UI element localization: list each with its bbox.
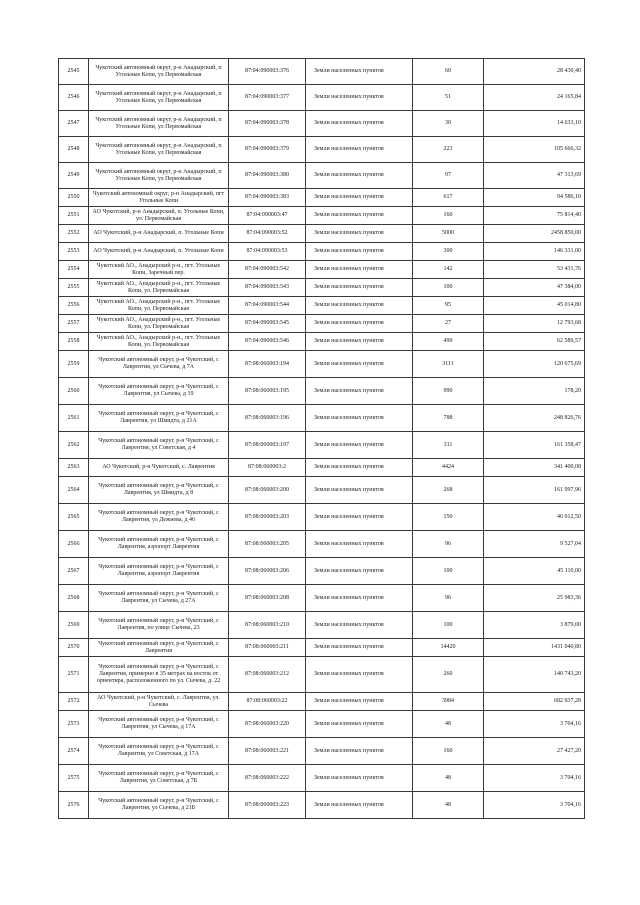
table-row bbox=[59, 657, 585, 693]
row-number: 2560 bbox=[59, 378, 89, 405]
row-land-category: Земли населенных пунктов bbox=[306, 612, 413, 639]
table-row bbox=[59, 163, 585, 189]
table-row bbox=[59, 315, 585, 333]
table-row bbox=[59, 351, 585, 378]
row-land-category: Земли населенных пунктов bbox=[306, 351, 413, 378]
table-row bbox=[59, 261, 585, 279]
table-row bbox=[59, 59, 585, 85]
row-address: Чукотский АО., Анадырский р-н., пгт. Угольные Копи, Заречный пер. bbox=[89, 261, 229, 279]
table-row bbox=[59, 297, 585, 315]
table-row bbox=[59, 765, 585, 792]
row-land-category: Земли населенных пунктов bbox=[306, 243, 413, 261]
row-number: 2576 bbox=[59, 792, 89, 819]
row-address: Чукотский автономный округ, р-н Чукотский, с Лаврентия, ул Сычева, д 17А bbox=[89, 711, 229, 738]
row-area: 60 bbox=[413, 59, 484, 85]
row-cadastral-value: 3 704,16 bbox=[484, 792, 585, 819]
table-row bbox=[59, 243, 585, 261]
row-number: 2551 bbox=[59, 207, 89, 225]
row-number: 2555 bbox=[59, 279, 89, 297]
row-area: 160 bbox=[413, 738, 484, 765]
row-cadastral-value: 341 400,08 bbox=[484, 459, 585, 477]
row-land-category: Земли населенных пунктов bbox=[306, 225, 413, 243]
row-land-category: Земли населенных пунктов bbox=[306, 693, 413, 711]
table-row bbox=[59, 85, 585, 111]
row-cadastral-number: 87:04:090003:377 bbox=[229, 85, 306, 111]
row-cadastral-number: 87:04:090003:379 bbox=[229, 137, 306, 163]
row-number: 2554 bbox=[59, 261, 89, 279]
row-number: 2550 bbox=[59, 189, 89, 207]
row-cadastral-number: 87:08:060003:200 bbox=[229, 477, 306, 504]
row-number: 2569 bbox=[59, 612, 89, 639]
row-area: 142 bbox=[413, 261, 484, 279]
row-cadastral-value: 28 430,40 bbox=[484, 59, 585, 85]
table-row bbox=[59, 477, 585, 504]
row-cadastral-value: 45 110,00 bbox=[484, 558, 585, 585]
row-cadastral-number: 87:08:060003:2 bbox=[229, 459, 306, 477]
table-row bbox=[59, 639, 585, 657]
row-cadastral-value: 9 527,04 bbox=[484, 531, 585, 558]
row-area: 48 bbox=[413, 711, 484, 738]
row-number: 2567 bbox=[59, 558, 89, 585]
row-address: Чукотский АО., Анадырский р-н., пгт. Угольные Копи, ул. Первомайская bbox=[89, 315, 229, 333]
row-cadastral-value: 3 704,16 bbox=[484, 711, 585, 738]
row-land-category: Земли населенных пунктов bbox=[306, 261, 413, 279]
row-address: Чукотский автономный округ, р-н Чукотский, с Лаврентия, ул Сычева, д 27А bbox=[89, 585, 229, 612]
row-address: АО Чукотский, р-н Анадырский, п. Угольные Копи bbox=[89, 225, 229, 243]
row-address: АО Чукотский, р-н Чукотский, с. Лаврентия bbox=[89, 459, 229, 477]
row-address: Чукотский автономный округ, р-н Чукотский, с Лаврентия, ул Шмидта, д 8 bbox=[89, 477, 229, 504]
row-area: 48 bbox=[413, 792, 484, 819]
row-address: Чукотский автономный округ, р-н Чукотский, с Лаврентия, ул Дежнева, д 46 bbox=[89, 504, 229, 531]
row-cadastral-number: 87:04:090003:52 bbox=[229, 225, 306, 243]
row-number: 2559 bbox=[59, 351, 89, 378]
row-number: 2557 bbox=[59, 315, 89, 333]
row-address: Чукотский АО., Анадырский р-н., пгт. Угольные Копи, ул. Первомайская bbox=[89, 279, 229, 297]
row-land-category: Земли населенных пунктов bbox=[306, 738, 413, 765]
row-land-category: Земли населенных пунктов bbox=[306, 85, 413, 111]
table-body bbox=[59, 59, 585, 819]
row-area: 100 bbox=[413, 279, 484, 297]
row-area: 150 bbox=[413, 504, 484, 531]
row-cadastral-number: 87:04:090003:545 bbox=[229, 315, 306, 333]
table-row bbox=[59, 585, 585, 612]
row-area: 990 bbox=[413, 378, 484, 405]
row-cadastral-value: 53 431,76 bbox=[484, 261, 585, 279]
row-number: 2574 bbox=[59, 738, 89, 765]
row-cadastral-number: 87:04:090003:378 bbox=[229, 111, 306, 137]
row-cadastral-number: 87:08:060003:205 bbox=[229, 531, 306, 558]
land-registry-sheet bbox=[58, 58, 584, 819]
row-land-category: Земли населенных пунктов bbox=[306, 711, 413, 738]
row-cadastral-number: 87:08:060003:197 bbox=[229, 432, 306, 459]
row-cadastral-value: 3 879,00 bbox=[484, 612, 585, 639]
row-land-category: Земли населенных пунктов bbox=[306, 279, 413, 297]
row-area: 4424 bbox=[413, 459, 484, 477]
row-land-category: Земли населенных пунктов bbox=[306, 432, 413, 459]
row-address: Чукотский автономный округ, р-н Анадырский, п Угольные Копи, ул Первомайская bbox=[89, 163, 229, 189]
row-address: Чукотский автономный округ, р-н Анадырский, п Угольные Копи, ул Первомайская bbox=[89, 85, 229, 111]
row-cadastral-value: 3 704,16 bbox=[484, 765, 585, 792]
row-address: Чукотский автономный округ, р-н Чукотский, с Лаврентия, ул Советская, д 7Б bbox=[89, 765, 229, 792]
table-row bbox=[59, 405, 585, 432]
row-number: 2548 bbox=[59, 137, 89, 163]
row-area: 260 bbox=[413, 657, 484, 693]
row-address: Чукотский автономный округ, р-н Чукотский, с Лаврентия, по улице Сычева, 23 bbox=[89, 612, 229, 639]
row-number: 2568 bbox=[59, 585, 89, 612]
table-row bbox=[59, 225, 585, 243]
row-land-category: Земли населенных пунктов bbox=[306, 765, 413, 792]
row-cadastral-number: 87:04:090003:546 bbox=[229, 333, 306, 351]
table-row bbox=[59, 558, 585, 585]
table-row bbox=[59, 279, 585, 297]
row-cadastral-value: 47 313,69 bbox=[484, 163, 585, 189]
row-area: 100 bbox=[413, 558, 484, 585]
row-address: АО Чукотский, р-н Анадырский, п. Угольные Копи, ул. Первомайская bbox=[89, 207, 229, 225]
table-row bbox=[59, 738, 585, 765]
row-number: 2570 bbox=[59, 639, 89, 657]
row-cadastral-value: 682 937,28 bbox=[484, 693, 585, 711]
row-land-category: Земли населенных пунктов bbox=[306, 639, 413, 657]
row-land-category: Земли населенных пунктов bbox=[306, 137, 413, 163]
row-area: 499 bbox=[413, 333, 484, 351]
row-address: Чукотский автономный округ, р-н Анадырский, п Угольные Копи, ул Первомайская bbox=[89, 111, 229, 137]
row-area: 617 bbox=[413, 189, 484, 207]
table-row bbox=[59, 378, 585, 405]
row-area: 160 bbox=[413, 207, 484, 225]
row-number: 2566 bbox=[59, 531, 89, 558]
row-cadastral-value: 46 012,50 bbox=[484, 504, 585, 531]
row-land-category: Земли населенных пунктов bbox=[306, 585, 413, 612]
table-row bbox=[59, 792, 585, 819]
row-area: 5000 bbox=[413, 225, 484, 243]
row-land-category: Земли населенных пунктов bbox=[306, 558, 413, 585]
row-cadastral-number: 87:08:060003:210 bbox=[229, 612, 306, 639]
row-cadastral-value: 94 586,10 bbox=[484, 189, 585, 207]
row-area: 96 bbox=[413, 531, 484, 558]
row-cadastral-value: 24 165,84 bbox=[484, 85, 585, 111]
row-cadastral-value: 45 014,80 bbox=[484, 297, 585, 315]
row-number: 2572 bbox=[59, 693, 89, 711]
row-land-category: Земли населенных пунктов bbox=[306, 333, 413, 351]
row-cadastral-value: 120 675,69 bbox=[484, 351, 585, 378]
row-number: 2573 bbox=[59, 711, 89, 738]
row-land-category: Земли населенных пунктов bbox=[306, 477, 413, 504]
row-cadastral-number: 87:04:090003:383 bbox=[229, 189, 306, 207]
row-address: Чукотский автономный округ, р-н Чукотский, с Лаврентия, примерно в 35 метрах на восток от ориентира, расположенного по ул. Сычева, д. 22 bbox=[89, 657, 229, 693]
table-row bbox=[59, 333, 585, 351]
row-number: 2558 bbox=[59, 333, 89, 351]
row-cadastral-number: 87:08:060003:22 bbox=[229, 693, 306, 711]
row-cadastral-value: 161 997,96 bbox=[484, 477, 585, 504]
row-number: 2549 bbox=[59, 163, 89, 189]
row-land-category: Земли населенных пунктов bbox=[306, 405, 413, 432]
row-number: 2545 bbox=[59, 59, 89, 85]
row-cadastral-value: 105 666,32 bbox=[484, 137, 585, 163]
row-cadastral-number: 87:08:060003:220 bbox=[229, 711, 306, 738]
row-address: Чукотский АО., Анадырский р-н., пгт. Угольные Копи, ул. Первомайская bbox=[89, 333, 229, 351]
row-address: Чукотский АО., Анадырский р-н., пгт. Угольные Копи, ул. Первомайская bbox=[89, 297, 229, 315]
row-number: 2547 bbox=[59, 111, 89, 137]
row-area: 51 bbox=[413, 85, 484, 111]
row-cadastral-number: 87:08:060003:223 bbox=[229, 792, 306, 819]
row-cadastral-value: 146 331,00 bbox=[484, 243, 585, 261]
row-number: 2556 bbox=[59, 297, 89, 315]
row-cadastral-value: 75 814,40 bbox=[484, 207, 585, 225]
row-cadastral-value: 47 384,00 bbox=[484, 279, 585, 297]
row-number: 2571 bbox=[59, 657, 89, 693]
table-row bbox=[59, 504, 585, 531]
row-area: 96 bbox=[413, 585, 484, 612]
row-address: Чукотский автономный округ, р-н Анадырский, пгт Угольные Копи bbox=[89, 189, 229, 207]
row-area: 14420 bbox=[413, 639, 484, 657]
row-cadastral-number: 87:08:060003:208 bbox=[229, 585, 306, 612]
row-number: 2552 bbox=[59, 225, 89, 243]
row-number: 2561 bbox=[59, 405, 89, 432]
row-land-category: Земли населенных пунктов bbox=[306, 207, 413, 225]
row-address: Чукотский автономный округ, р-н Чукотский, с Лаврентия bbox=[89, 639, 229, 657]
row-address: Чукотский автономный округ, р-н Чукотский, с Лаврентия, ул Советская, д 4 bbox=[89, 432, 229, 459]
table-row bbox=[59, 711, 585, 738]
table-row bbox=[59, 137, 585, 163]
row-cadastral-value: 161 358,47 bbox=[484, 432, 585, 459]
row-cadastral-number: 87:08:060003:194 bbox=[229, 351, 306, 378]
row-cadastral-number: 87:08:060003:212 bbox=[229, 657, 306, 693]
row-area: 788 bbox=[413, 405, 484, 432]
row-cadastral-number: 87:08:060003:211 bbox=[229, 639, 306, 657]
row-cadastral-value: 248 826,76 bbox=[484, 405, 585, 432]
row-address: АО Чукотский, р-н Чукотский, с. Лаврентия, ул. Сычева bbox=[89, 693, 229, 711]
land-plots-table bbox=[58, 58, 585, 819]
row-cadastral-number: 87:08:060003:196 bbox=[229, 405, 306, 432]
row-land-category: Земли населенных пунктов bbox=[306, 792, 413, 819]
row-cadastral-value: 178,20 bbox=[484, 378, 585, 405]
row-area: 97 bbox=[413, 163, 484, 189]
row-cadastral-value: 25 983,36 bbox=[484, 585, 585, 612]
row-land-category: Земли населенных пунктов bbox=[306, 315, 413, 333]
table-row bbox=[59, 693, 585, 711]
row-area: 3111 bbox=[413, 351, 484, 378]
table-row bbox=[59, 111, 585, 137]
row-land-category: Земли населенных пунктов bbox=[306, 657, 413, 693]
row-area: 268 bbox=[413, 477, 484, 504]
row-cadastral-number: 87:08:060003:195 bbox=[229, 378, 306, 405]
row-cadastral-number: 87:08:060003:221 bbox=[229, 738, 306, 765]
row-area: 3984 bbox=[413, 693, 484, 711]
row-address: АО Чукотский, р-н Анадырский, п. Угольные Копи bbox=[89, 243, 229, 261]
row-cadastral-number: 87:04:090003:47 bbox=[229, 207, 306, 225]
row-number: 2546 bbox=[59, 85, 89, 111]
row-number: 2562 bbox=[59, 432, 89, 459]
row-cadastral-number: 87:04:090003:543 bbox=[229, 279, 306, 297]
row-number: 2564 bbox=[59, 477, 89, 504]
row-cadastral-value: 12 793,68 bbox=[484, 315, 585, 333]
row-cadastral-number: 87:04:090003:376 bbox=[229, 59, 306, 85]
row-cadastral-value: 14 633,10 bbox=[484, 111, 585, 137]
row-number: 2565 bbox=[59, 504, 89, 531]
table-row bbox=[59, 459, 585, 477]
row-land-category: Земли населенных пунктов bbox=[306, 378, 413, 405]
row-cadastral-number: 87:04:090003:53 bbox=[229, 243, 306, 261]
table-row bbox=[59, 189, 585, 207]
row-address: Чукотский автономный округ, р-н Чукотский, с Лаврентия, ул Сычева, д 21Б bbox=[89, 792, 229, 819]
row-land-category: Земли населенных пунктов bbox=[306, 531, 413, 558]
row-address: Чукотский автономный округ, р-н Чукотский, с Лаврентия, ул Шмидта, д 21А bbox=[89, 405, 229, 432]
row-cadastral-value: 27 427,20 bbox=[484, 738, 585, 765]
row-cadastral-value: 140 743,20 bbox=[484, 657, 585, 693]
row-number: 2553 bbox=[59, 243, 89, 261]
row-cadastral-number: 87:04:090003:544 bbox=[229, 297, 306, 315]
row-address: Чукотский автономный округ, р-н Чукотский, с Лаврентия, аэропорт Лаврентия bbox=[89, 531, 229, 558]
row-cadastral-number: 87:04:090003:542 bbox=[229, 261, 306, 279]
row-land-category: Земли населенных пунктов bbox=[306, 297, 413, 315]
row-area: 27 bbox=[413, 315, 484, 333]
row-cadastral-number: 87:04:090003:380 bbox=[229, 163, 306, 189]
row-land-category: Земли населенных пунктов bbox=[306, 163, 413, 189]
row-area: 311 bbox=[413, 432, 484, 459]
row-address: Чукотский автономный округ, р-н Анадырский, п Угольные Копи, ул Первомайская bbox=[89, 59, 229, 85]
row-cadastral-number: 87:08:060003:206 bbox=[229, 558, 306, 585]
row-address: Чукотский автономный округ, р-н Чукотский, с Лаврентия, ул Советская, д 17А bbox=[89, 738, 229, 765]
row-area: 48 bbox=[413, 765, 484, 792]
table-row bbox=[59, 612, 585, 639]
row-area: 300 bbox=[413, 243, 484, 261]
row-address: Чукотский автономный округ, р-н Анадырский, п Угольные Копи, ул Первомайская bbox=[89, 137, 229, 163]
row-land-category: Земли населенных пунктов bbox=[306, 504, 413, 531]
row-area: 30 bbox=[413, 111, 484, 137]
row-area: 223 bbox=[413, 137, 484, 163]
row-land-category: Земли населенных пунктов bbox=[306, 459, 413, 477]
row-number: 2563 bbox=[59, 459, 89, 477]
row-cadastral-value: 62 589,57 bbox=[484, 333, 585, 351]
row-area: 100 bbox=[413, 612, 484, 639]
row-number: 2575 bbox=[59, 765, 89, 792]
table-row bbox=[59, 531, 585, 558]
row-address: Чукотский автономный округ, р-н Чукотский, с Лаврентия, аэропорт Лаврентия bbox=[89, 558, 229, 585]
row-cadastral-value: 2458 850,00 bbox=[484, 225, 585, 243]
row-address: Чукотский автономный округ, р-н Чукотский, с Лаврентия, ул Сычева, д 7А bbox=[89, 351, 229, 378]
row-land-category: Земли населенных пунктов bbox=[306, 111, 413, 137]
row-area: 95 bbox=[413, 297, 484, 315]
row-cadastral-number: 87:08:060003:203 bbox=[229, 504, 306, 531]
table-row bbox=[59, 432, 585, 459]
row-cadastral-value: 1431 040,80 bbox=[484, 639, 585, 657]
table-row bbox=[59, 207, 585, 225]
row-land-category: Земли населенных пунктов bbox=[306, 59, 413, 85]
row-address: Чукотский автономный округ, р-н Чукотский, с Лаврентия, ул Сычева, д 19 bbox=[89, 378, 229, 405]
row-land-category: Земли населенных пунктов bbox=[306, 189, 413, 207]
row-cadastral-number: 87:08:060003:222 bbox=[229, 765, 306, 792]
